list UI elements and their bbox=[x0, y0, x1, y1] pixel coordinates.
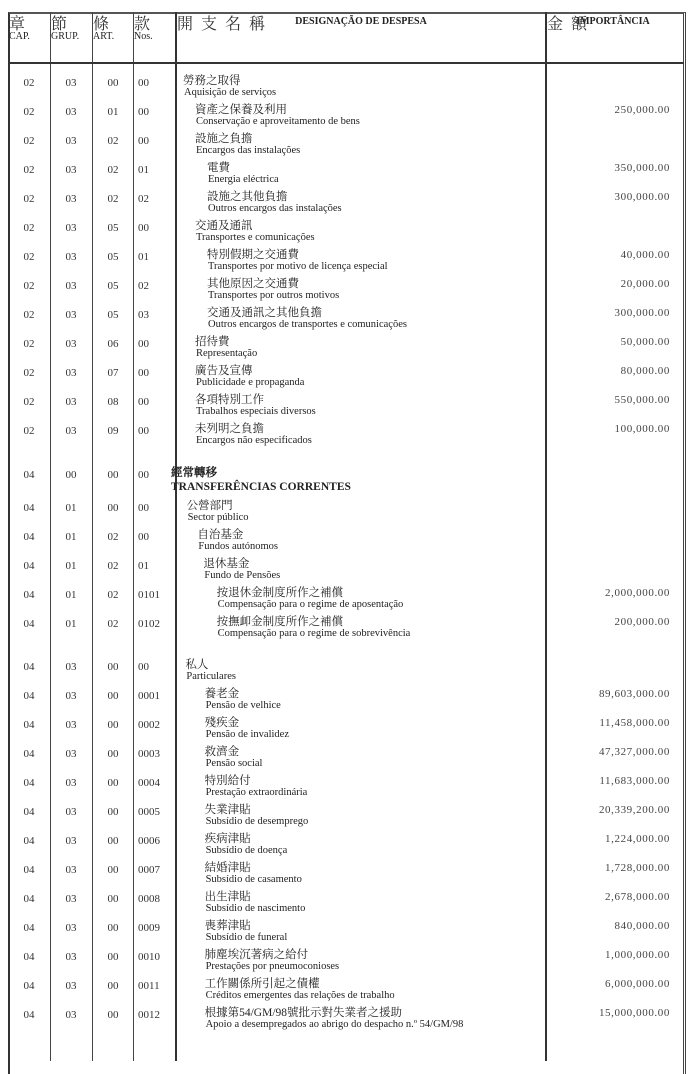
art-cell: 02 bbox=[107, 618, 119, 630]
art-cell: 02 bbox=[107, 135, 119, 147]
nos-cell: 00 bbox=[138, 661, 149, 673]
amount-cell: 1,728,000.00 bbox=[605, 862, 670, 874]
amount-cell: 20,000.00 bbox=[620, 278, 670, 290]
cap-cell: 02 bbox=[23, 280, 35, 292]
table-row bbox=[0, 101, 698, 130]
grp-cell: 01 bbox=[65, 531, 77, 543]
designation-zh: 交通及通訊之其他負擔 bbox=[207, 307, 322, 319]
grp-cell: 03 bbox=[65, 338, 77, 350]
header-designation-pt: DESIGNAÇÃO DE DESPESA bbox=[295, 16, 427, 27]
cap-cell: 04 bbox=[23, 748, 35, 760]
designation-pt: Prestação extraordinária bbox=[205, 787, 308, 798]
nos-cell: 00 bbox=[138, 77, 149, 89]
cap-cell: 02 bbox=[23, 106, 35, 118]
designation-zh: 電費 bbox=[207, 162, 230, 174]
art-cell: 01 bbox=[107, 106, 119, 118]
art-cell: 09 bbox=[107, 425, 119, 437]
table-row bbox=[0, 555, 698, 584]
designation-pt: Subsídio de doença bbox=[205, 845, 288, 856]
amount-cell: 6,000,000.00 bbox=[605, 978, 670, 990]
designation-pt: Créditos emergentes das relações de trabalho bbox=[205, 990, 395, 1001]
table-row bbox=[0, 497, 698, 526]
art-cell: 00 bbox=[107, 893, 119, 905]
table-row bbox=[0, 275, 698, 304]
cap-cell: 04 bbox=[23, 690, 35, 702]
art-cell: 00 bbox=[107, 1009, 119, 1021]
header-cap-pt: CAP. bbox=[9, 31, 30, 42]
cap-cell: 02 bbox=[23, 251, 35, 263]
table-row bbox=[0, 246, 698, 275]
cap-cell: 04 bbox=[23, 922, 35, 934]
header-grp-zh: 節 bbox=[51, 16, 70, 33]
table-row bbox=[0, 714, 698, 743]
art-cell: 00 bbox=[107, 980, 119, 992]
grp-cell: 03 bbox=[65, 193, 77, 205]
designation-zh: 其他原因之交通費 bbox=[207, 278, 299, 290]
designation-zh: 按退休金制度所作之補償 bbox=[216, 587, 344, 599]
amount-cell: 11,458,000.00 bbox=[599, 717, 670, 729]
header-amount-pt: IMPORTÂNCIA bbox=[576, 16, 650, 27]
amount-cell: 89,603,000.00 bbox=[598, 688, 670, 700]
cap-cell: 02 bbox=[23, 338, 35, 350]
nos-cell: 0101 bbox=[138, 589, 160, 601]
designation-pt: Sector público bbox=[187, 512, 249, 523]
table-row bbox=[0, 830, 698, 859]
table-row bbox=[0, 188, 698, 217]
art-cell: 02 bbox=[107, 589, 119, 601]
table-row bbox=[0, 420, 698, 449]
nos-cell: 02 bbox=[138, 193, 149, 205]
table-row bbox=[0, 159, 698, 188]
cap-cell: 04 bbox=[23, 469, 35, 481]
designation-zh: 交通及通訊 bbox=[195, 220, 253, 232]
designation-pt: Publicidade e propaganda bbox=[196, 377, 305, 388]
amount-cell: 250,000.00 bbox=[614, 104, 670, 116]
designation-zh: 疾病津貼 bbox=[204, 833, 251, 845]
nos-cell: 0008 bbox=[138, 893, 160, 905]
amount-cell: 2,678,000.00 bbox=[605, 891, 670, 903]
grp-cell: 03 bbox=[65, 367, 77, 379]
cap-cell: 04 bbox=[23, 719, 35, 731]
grp-cell: 03 bbox=[65, 135, 77, 147]
amount-cell: 15,000,000.00 bbox=[598, 1007, 670, 1019]
header-amount bbox=[547, 16, 679, 33]
section-particulares bbox=[0, 656, 698, 1033]
header-grp-pt: GRUP. bbox=[51, 31, 80, 42]
amount-cell: 840,000.00 bbox=[614, 920, 670, 932]
designation-zh: 設施之其他負擔 bbox=[207, 191, 288, 203]
nos-cell: 00 bbox=[138, 135, 149, 147]
grp-cell: 03 bbox=[65, 251, 77, 263]
table-row bbox=[0, 888, 698, 917]
cap-cell: 02 bbox=[23, 222, 35, 234]
table-row bbox=[0, 304, 698, 333]
section-transferencias-correntes bbox=[0, 464, 698, 642]
art-cell: 02 bbox=[107, 531, 119, 543]
designation-pt: Fundos autónomos bbox=[198, 541, 279, 552]
designation-zh: 根據第54/GM/98號批示對失業者之援助 bbox=[204, 1007, 403, 1019]
cap-cell: 02 bbox=[23, 164, 35, 176]
table-row bbox=[0, 333, 698, 362]
amount-cell: 47,327,000.00 bbox=[598, 746, 670, 758]
cap-cell: 02 bbox=[23, 309, 35, 321]
grp-cell: 01 bbox=[65, 589, 77, 601]
designation-zh: 各項特別工作 bbox=[195, 394, 264, 406]
table-row bbox=[0, 917, 698, 946]
designation-pt: Transportes por motivo de licença especial bbox=[208, 261, 388, 272]
table-row bbox=[0, 391, 698, 420]
designation-pt: Outros encargos de transportes e comunicações bbox=[208, 319, 407, 330]
grp-cell: 03 bbox=[65, 164, 77, 176]
nos-cell: 00 bbox=[138, 222, 149, 234]
table-row bbox=[0, 613, 698, 642]
grp-cell: 03 bbox=[65, 661, 77, 673]
cap-cell: 04 bbox=[23, 980, 35, 992]
table-row bbox=[0, 656, 698, 685]
table-row bbox=[0, 946, 698, 975]
grp-cell: 03 bbox=[65, 980, 77, 992]
designation-zh: 經常轉移 bbox=[171, 467, 217, 479]
table-row bbox=[0, 464, 698, 497]
designation-pt: Compensação para o regime de aposentação bbox=[217, 599, 404, 610]
amount-cell: 300,000.00 bbox=[614, 191, 670, 203]
header-designation bbox=[177, 16, 545, 33]
header-cap-zh: 章 bbox=[9, 16, 28, 33]
art-cell: 00 bbox=[107, 661, 119, 673]
nos-cell: 00 bbox=[138, 106, 149, 118]
amount-cell: 20,339,200.00 bbox=[598, 804, 670, 816]
amount-cell: 350,000.00 bbox=[614, 162, 670, 174]
amount-cell: 200,000.00 bbox=[614, 616, 670, 628]
grp-cell: 01 bbox=[65, 560, 77, 572]
header-nos-pt: Nos. bbox=[134, 31, 153, 42]
designation-pt: Apoio a desempregados ao abrigo do despacho n.º 54/GM/98 bbox=[205, 1019, 464, 1030]
nos-cell: 00 bbox=[138, 425, 149, 437]
grp-cell: 03 bbox=[65, 425, 77, 437]
cap-cell: 04 bbox=[23, 893, 35, 905]
art-cell: 00 bbox=[107, 469, 119, 481]
table-row bbox=[0, 743, 698, 772]
designation-zh: 工作關係所引起之債權 bbox=[204, 978, 320, 990]
table-row bbox=[0, 975, 698, 1004]
nos-cell: 0102 bbox=[138, 618, 160, 630]
grp-cell: 03 bbox=[65, 309, 77, 321]
amount-cell: 50,000.00 bbox=[620, 336, 670, 348]
grp-cell: 01 bbox=[65, 618, 77, 630]
designation-zh: 特別給付 bbox=[204, 775, 251, 787]
section-aquisicao-servicos bbox=[0, 72, 698, 449]
nos-cell: 0003 bbox=[138, 748, 160, 760]
designation-zh: 救濟金 bbox=[204, 746, 240, 758]
cap-cell: 04 bbox=[23, 777, 35, 789]
amount-cell: 550,000.00 bbox=[614, 394, 670, 406]
header-divider bbox=[8, 62, 684, 64]
cap-cell: 04 bbox=[23, 502, 35, 514]
designation-zh: 特別假期之交通費 bbox=[207, 249, 299, 261]
designation-zh: 出生津貼 bbox=[204, 891, 251, 903]
cap-cell: 02 bbox=[23, 396, 35, 408]
designation-pt: Representação bbox=[196, 348, 258, 359]
nos-cell: 00 bbox=[138, 338, 149, 350]
grp-cell: 03 bbox=[65, 222, 77, 234]
grp-cell: 03 bbox=[65, 893, 77, 905]
grp-cell: 03 bbox=[65, 77, 77, 89]
nos-cell: 0007 bbox=[138, 864, 160, 876]
designation-zh: 資產之保養及利用 bbox=[195, 104, 287, 116]
nos-cell: 02 bbox=[138, 280, 149, 292]
designation-pt: Pensão social bbox=[205, 758, 263, 769]
amount-cell: 40,000.00 bbox=[620, 249, 670, 261]
nos-cell: 03 bbox=[138, 309, 149, 321]
art-cell: 00 bbox=[107, 77, 119, 89]
grp-cell: 03 bbox=[65, 690, 77, 702]
table-row bbox=[0, 1004, 698, 1033]
art-cell: 02 bbox=[107, 193, 119, 205]
nos-cell: 00 bbox=[138, 396, 149, 408]
art-cell: 08 bbox=[107, 396, 119, 408]
grp-cell: 03 bbox=[65, 1009, 77, 1021]
art-cell: 00 bbox=[107, 777, 119, 789]
cap-cell: 04 bbox=[23, 806, 35, 818]
cap-cell: 04 bbox=[23, 1009, 35, 1021]
grp-cell: 03 bbox=[65, 806, 77, 818]
designation-pt: Encargos das instalações bbox=[196, 145, 301, 156]
art-cell: 00 bbox=[107, 719, 119, 731]
grp-cell: 01 bbox=[65, 502, 77, 514]
designation-pt: Conservação e aproveitamento de bens bbox=[196, 116, 360, 127]
table-row bbox=[0, 801, 698, 830]
nos-cell: 00 bbox=[138, 367, 149, 379]
grp-cell: 03 bbox=[65, 951, 77, 963]
designation-zh: 設施之負擔 bbox=[195, 133, 253, 145]
grp-cell: 00 bbox=[65, 469, 77, 481]
nos-cell: 00 bbox=[138, 531, 149, 543]
art-cell: 00 bbox=[107, 922, 119, 934]
amount-cell: 2,000,000.00 bbox=[605, 587, 670, 599]
table-row bbox=[0, 685, 698, 714]
designation-pt: Pensão de invalidez bbox=[205, 729, 289, 740]
amount-cell: 1,224,000.00 bbox=[605, 833, 670, 845]
cap-cell: 04 bbox=[23, 661, 35, 673]
designation-zh: 招待費 bbox=[195, 336, 230, 348]
grp-cell: 03 bbox=[65, 777, 77, 789]
art-cell: 07 bbox=[107, 367, 119, 379]
amount-cell: 100,000.00 bbox=[614, 423, 670, 435]
designation-pt: Particulares bbox=[186, 671, 236, 682]
nos-cell: 0010 bbox=[138, 951, 160, 963]
art-cell: 02 bbox=[107, 164, 119, 176]
art-cell: 00 bbox=[107, 951, 119, 963]
nos-cell: 0005 bbox=[138, 806, 160, 818]
table-row bbox=[0, 526, 698, 555]
grp-cell: 03 bbox=[65, 748, 77, 760]
designation-pt: Trabalhos especiais diversos bbox=[196, 406, 316, 417]
nos-cell: 0012 bbox=[138, 1009, 160, 1021]
amount-cell: 300,000.00 bbox=[614, 307, 670, 319]
designation-pt: Pensão de velhice bbox=[205, 700, 281, 711]
table-row bbox=[0, 772, 698, 801]
nos-cell: 0011 bbox=[138, 980, 160, 992]
designation-zh: 肺塵埃沉著病之給付 bbox=[204, 949, 309, 961]
nos-cell: 0004 bbox=[138, 777, 160, 789]
art-cell: 00 bbox=[107, 835, 119, 847]
nos-cell: 01 bbox=[138, 251, 149, 263]
table-row bbox=[0, 217, 698, 246]
cap-cell: 02 bbox=[23, 425, 35, 437]
art-cell: 00 bbox=[107, 806, 119, 818]
designation-pt: Subsídio de casamento bbox=[205, 874, 302, 885]
grp-cell: 03 bbox=[65, 106, 77, 118]
designation-zh: 結婚津貼 bbox=[204, 862, 251, 874]
nos-cell: 0009 bbox=[138, 922, 160, 934]
cap-cell: 04 bbox=[23, 531, 35, 543]
grp-cell: 03 bbox=[65, 719, 77, 731]
amount-cell: 1,000,000.00 bbox=[605, 949, 670, 961]
designation-pt: Prestações por pneumoconioses bbox=[205, 961, 340, 972]
table-row bbox=[0, 130, 698, 159]
designation-zh: 自治基金 bbox=[197, 529, 244, 541]
designation-zh: 喪葬津貼 bbox=[204, 920, 251, 932]
cap-cell: 04 bbox=[23, 618, 35, 630]
designation-pt: Outros encargos das instalações bbox=[208, 203, 342, 214]
table-row bbox=[0, 72, 698, 101]
designation-pt: Energia eléctrica bbox=[208, 174, 279, 185]
art-cell: 00 bbox=[107, 748, 119, 760]
header-art-zh: 條 bbox=[93, 16, 112, 33]
nos-cell: 00 bbox=[138, 502, 149, 514]
cap-cell: 04 bbox=[23, 864, 35, 876]
designation-pt: Aquisição de serviços bbox=[184, 87, 277, 98]
designation-pt: TRANSFERÊNCIAS CORRENTES bbox=[171, 481, 351, 493]
designation-zh: 公營部門 bbox=[186, 500, 233, 512]
cap-cell: 02 bbox=[23, 367, 35, 379]
header-art-pt: ART. bbox=[93, 31, 115, 42]
table-row bbox=[0, 859, 698, 888]
cap-cell: 04 bbox=[23, 589, 35, 601]
art-cell: 00 bbox=[107, 690, 119, 702]
header-amount-zh: 金 額 bbox=[547, 16, 590, 33]
designation-pt: Fundo de Pensões bbox=[204, 570, 281, 581]
art-cell: 05 bbox=[107, 309, 119, 321]
designation-zh: 按撫卹金制度所作之補償 bbox=[216, 616, 344, 628]
art-cell: 05 bbox=[107, 251, 119, 263]
designation-pt: Subsídio de funeral bbox=[205, 932, 288, 943]
designation-zh: 私人 bbox=[185, 659, 209, 671]
grp-cell: 03 bbox=[65, 835, 77, 847]
designation-zh: 未列明之負擔 bbox=[195, 423, 264, 435]
designation-pt: Transportes por outros motivos bbox=[208, 290, 340, 301]
grp-cell: 03 bbox=[65, 280, 77, 292]
cap-cell: 04 bbox=[23, 951, 35, 963]
nos-cell: 01 bbox=[138, 164, 149, 176]
designation-zh: 養老金 bbox=[204, 688, 240, 700]
art-cell: 00 bbox=[107, 864, 119, 876]
nos-cell: 0002 bbox=[138, 719, 160, 731]
cap-cell: 02 bbox=[23, 135, 35, 147]
art-cell: 06 bbox=[107, 338, 119, 350]
cap-cell: 04 bbox=[23, 560, 35, 572]
header-designation-zh: 開 支 名 稱 bbox=[177, 16, 268, 33]
cap-cell: 02 bbox=[23, 193, 35, 205]
designation-zh: 失業津貼 bbox=[204, 804, 251, 816]
designation-pt: Subsídio de desemprego bbox=[205, 816, 309, 827]
grp-cell: 03 bbox=[65, 396, 77, 408]
designation-pt: Encargos não especificados bbox=[196, 435, 312, 446]
nos-cell: 0001 bbox=[138, 690, 160, 702]
amount-cell: 11,683,000.00 bbox=[599, 775, 670, 787]
table-row bbox=[0, 584, 698, 613]
nos-cell: 01 bbox=[138, 560, 149, 572]
header-nos-zh: 款 bbox=[134, 16, 153, 33]
nos-cell: 0006 bbox=[138, 835, 160, 847]
cap-cell: 04 bbox=[23, 835, 35, 847]
table-row bbox=[0, 362, 698, 391]
art-cell: 00 bbox=[107, 502, 119, 514]
nos-cell: 00 bbox=[138, 469, 149, 481]
grp-cell: 03 bbox=[65, 864, 77, 876]
designation-zh: 廣告及宣傳 bbox=[195, 365, 253, 377]
designation-zh: 勞務之取得 bbox=[183, 75, 241, 87]
amount-cell: 80,000.00 bbox=[620, 365, 670, 377]
designation-pt: Transportes e comunicações bbox=[196, 232, 315, 243]
designation-pt: Compensação para o regime de sobrevivência bbox=[217, 628, 411, 639]
art-cell: 05 bbox=[107, 222, 119, 234]
art-cell: 05 bbox=[107, 280, 119, 292]
grp-cell: 03 bbox=[65, 922, 77, 934]
designation-pt: Subsídio de nascimento bbox=[205, 903, 306, 914]
art-cell: 02 bbox=[107, 560, 119, 572]
cap-cell: 02 bbox=[23, 77, 35, 89]
designation-zh: 殘疾金 bbox=[204, 717, 240, 729]
designation-zh: 退休基金 bbox=[203, 558, 250, 570]
